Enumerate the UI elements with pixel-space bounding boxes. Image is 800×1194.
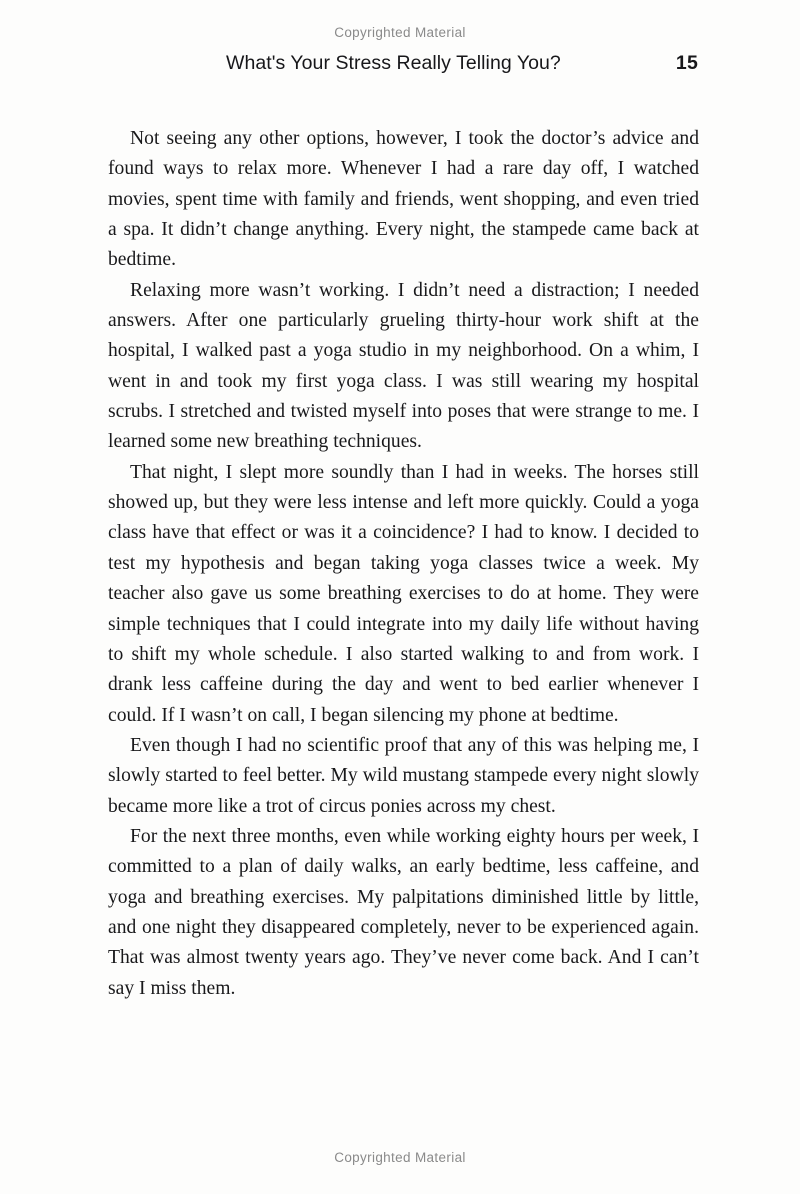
page-number: 15 [675, 52, 698, 74]
body-paragraph: For the next three months, even while working eighty hours per week, I committed to a plan of daily walks, an early bedtime, less caffeine, and yoga and breathing exercises. My palpitations diminished little by little, and one night they disappeared completely, never to be experienced again. That was almost twenty years ago. They’ve never come back. And I can’t say I miss them. [108, 825, 699, 999]
body-paragraph: That night, I slept more soundly than I had in weeks. The horses still showed up, but they were less intense and left more quickly. Could a yoga class have that effect or was it a coincidence? I had to know. I decided to test my hypothesis and began taking yoga classes twice a week. My teacher also gave us some breathing exercises to do at home. They were simple techniques that I could integrate into my daily life without having to shift my whole schedule. I also started walking to and from work. I drank less caffeine during the day and went to bed earlier whenever I could. If I wasn’t on call, I began silencing my phone at bedtime. [108, 461, 699, 726]
running-head [108, 52, 698, 78]
body-text-column [108, 124, 699, 1004]
body-paragraph: Even though I had no scientific proof that any of this was helping me, I slowly started to feel better. My wild mustang stampede every night slowly became more like a trot of circus ponies across my chest. [108, 734, 699, 817]
copyright-watermark-top: Copyrighted Material [334, 25, 466, 40]
body-paragraph: Not seeing any other options, however, I took the doctor’s advice and found ways to relax more. Whenever I had a rare day off, I watched movies, spent time with family and friends, went shopping, and even tried a spa. It didn’t change anything. Every night, the stampede came back at bedtime. [108, 128, 699, 271]
body-paragraph: Relaxing more wasn’t working. I didn’t need a distraction; I needed answers. After one particularly grueling thirty-hour work shift at the hospital, I walked past a yoga studio in my neighborhood. On a whim, I went in and took my first yoga class. I was still wearing my hospital scrubs. I stretched and twisted myself into poses that were strange to me. I learned some new breathing techniques. [108, 279, 699, 453]
copyright-watermark-bottom: Copyrighted Material [334, 1150, 466, 1165]
running-head-title: What's Your Stress Really Telling You? [226, 52, 561, 74]
